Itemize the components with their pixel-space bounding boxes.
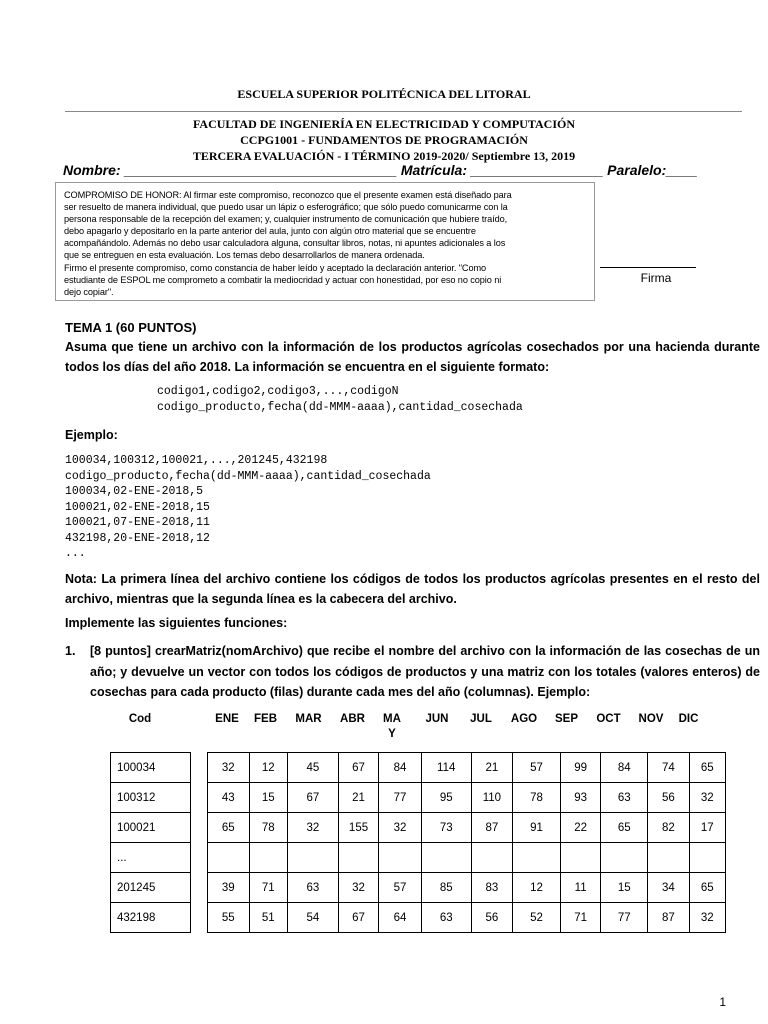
honor-line: debo apagarlo y depositarlo en la parte anterior del aula, junto con algún otro material que se encuentre [64,226,476,237]
value-cell: 12 [513,873,561,903]
value-cell: 32 [689,903,725,933]
honor-line: persona responsable de la recepción del examen; y, cualquier instrumento de comunicación que hubiere traído, [64,214,508,225]
value-cell: 63 [601,783,648,813]
value-cell: 45 [287,753,338,783]
value-cell: 56 [648,783,690,813]
value-cell: 65 [601,813,648,843]
value-cell [208,843,250,873]
value-cell: 21 [338,783,378,813]
code-cell: 432198 [111,903,191,933]
value-cell: 95 [421,783,471,813]
value-cell: 65 [689,873,725,903]
value-cell: 99 [560,753,600,783]
value-cell: 67 [287,783,338,813]
value-cell: 71 [249,873,287,903]
intro-paragraph: Asuma que tiene un archivo con la información de los productos agrícolas cosechados por una hacienda durante todos los días del año 2018. La información se encuentra en el siguiente formato: [65,340,760,374]
table-row [208,813,726,843]
table-row [208,753,726,783]
item-1 [90,641,760,703]
honor-line: COMPROMISO DE HONOR: Al firmar este compromiso, reconozco que el presente examen está diseñado para [64,190,512,200]
school-title: ESCUELA SUPERIOR POLITÉCNICA DEL LITORAL [237,87,531,101]
value-cell: 84 [379,753,422,783]
harvest-matrix-table [207,752,726,933]
value-cell: 32 [689,783,725,813]
value-cell: 87 [471,813,513,843]
code-row [111,813,191,843]
header-divider [65,111,742,112]
code-cell: 100021 [111,813,191,843]
section-title: TEMA 1 (60 PUNTOS) [65,320,197,335]
value-cell: 67 [338,753,378,783]
value-cell: 65 [208,813,250,843]
code-cell: 100034 [111,753,191,783]
value-cell: 83 [471,873,513,903]
note-text: La primera línea del archivo contiene los códigos de todos los productos agrícolas presentes en el resto del archivo, mientras que la segunda línea es la cabecera del archivo. [65,572,760,606]
code-row [111,903,191,933]
value-cell [338,843,378,873]
honor-line: estudiante de ESPOL me comprometo a combatir la mediocridad y actuar con honestidad, por eso no copio ni [64,274,502,285]
format-code: codigo1,codigo2,codigo3,...,codigoN codigo_producto,fecha(dd-MMM-aaaa),cantidad_cosechada [157,385,523,414]
value-cell [513,843,561,873]
student-info-line[interactable]: Nombre: ___________________________________ Matrícula: _________________ Paralelo:____ [63,162,698,178]
value-cell: 32 [338,873,378,903]
honor-pledge-box [55,182,595,301]
value-cell: 71 [560,903,600,933]
value-cell: 15 [601,873,648,903]
value-cell: 54 [287,903,338,933]
cod-header: Cod [128,713,152,725]
table-row [208,843,726,873]
value-cell: 11 [560,873,600,903]
item-1-text: que recibe el nombre del archivo con la información de las cosechas de un año; y devuelve un vector con todos los códigos de productos y una matriz con los totales (valores enteros) de cosechas para cada producto (filas) durante cada mes del año (columnas). Ejemplo: [90,644,760,699]
month-header: NOV [638,713,664,725]
value-cell [287,843,338,873]
value-cell: 78 [513,783,561,813]
table-row [208,903,726,933]
value-cell: 43 [208,783,250,813]
code-row [111,783,191,813]
note-paragraph [65,569,760,609]
month-header: ENE [215,713,239,725]
value-cell: 57 [513,753,561,783]
code-row [111,753,191,783]
value-cell: 15 [249,783,287,813]
honor-line: dejo copiar". [64,286,114,297]
item-1-title: [8 puntos] crearMatriz(nomArchivo) [90,644,303,658]
value-cell: 110 [471,783,513,813]
value-cell: 67 [338,903,378,933]
value-cell: 65 [689,753,725,783]
value-cell: 87 [648,903,690,933]
value-cell: 21 [471,753,513,783]
month-header: ABR [340,713,365,725]
note-label: Nota: [65,572,97,586]
month-header: OCT [596,713,621,725]
month-header: JUL [470,713,492,725]
value-cell: 74 [648,753,690,783]
value-cell [648,843,690,873]
value-cell: 12 [249,753,287,783]
value-cell: 91 [513,813,561,843]
honor-line: ser resuelto de manera individual, que puedo usar un lápiz o esferográfico; que sólo puedo comunicarme con la [64,202,508,213]
codes-table [110,752,191,933]
month-header: JUN [425,713,449,725]
code-cell: 100312 [111,783,191,813]
value-cell: 55 [208,903,250,933]
table-row [208,873,726,903]
value-cell: 57 [379,873,422,903]
value-cell: 64 [379,903,422,933]
code-cell: 201245 [111,873,191,903]
value-cell [421,843,471,873]
value-cell: 114 [421,753,471,783]
value-cell: 85 [421,873,471,903]
honor-line: Firmo el presente compromiso, como constancia de haber leído y aceptado la declaración anterior. "Como [64,262,487,273]
value-cell: 51 [249,903,287,933]
example-label: Ejemplo: [65,428,118,442]
value-cell [601,843,648,873]
value-cell: 77 [601,903,648,933]
value-cell: 32 [379,813,422,843]
value-cell: 63 [421,903,471,933]
value-cell: 77 [379,783,422,813]
value-cell: 73 [421,813,471,843]
example-code: 100034,100312,100021,...,201245,432198 codigo_producto,fecha(dd-MMM-aaaa),cantidad_cosechada 100034,02-ENE-2018,5 100021,02-ENE-2018,15 100021,07-ENE-2018,11 432198,20-ENE-2018,12 ... [65,454,431,560]
month-header: DIC [678,713,699,725]
value-cell [379,843,422,873]
value-cell: 32 [208,753,250,783]
table-row [208,783,726,813]
faculty-title: FACULTAD DE INGENIERÍA EN ELECTRICIDAD Y COMPUTACIÓN [192,117,576,131]
value-cell [689,843,725,873]
value-cell: 78 [249,813,287,843]
code-row [111,843,191,873]
value-cell: 155 [338,813,378,843]
value-cell: 93 [560,783,600,813]
value-cell: 56 [471,903,513,933]
value-cell: 52 [513,903,561,933]
value-cell [560,843,600,873]
item-number: 1. [65,644,76,658]
value-cell: 32 [287,813,338,843]
month-header: SEP [554,713,578,725]
code-cell: ... [111,843,191,873]
signature-line[interactable] [600,267,696,268]
value-cell: 39 [208,873,250,903]
page-number: 1 [719,995,726,1009]
value-cell: 63 [287,873,338,903]
month-header: AGO [510,713,538,725]
course-title: CCPG1001 - FUNDAMENTOS DE PROGRAMACIÓN [240,133,528,147]
value-cell [471,843,513,873]
value-cell: 22 [560,813,600,843]
code-row [111,873,191,903]
value-cell: 82 [648,813,690,843]
month-header: FEB [254,713,277,725]
honor-line: que se entreguen en esta evaluación. Los temas debo desarrollarlos de manera ordenada. [64,250,425,261]
value-cell [249,843,287,873]
month-header: MAR [295,713,322,725]
implement-label: Implemente las siguientes funciones: [65,616,288,630]
month-header: MA Y [383,713,401,740]
value-cell: 17 [689,813,725,843]
signature-label: Firma [640,271,672,285]
honor-line: acompañándolo. Además no debo usar calculadora alguna, consultar libros, notas, ni apuntes adicionales a los [64,238,506,249]
value-cell: 84 [601,753,648,783]
value-cell: 34 [648,873,690,903]
exam-title: TERCERA EVALUACIÓN - I TÉRMINO 2019-2020/ Septiembre 13, 2019 [192,149,576,163]
